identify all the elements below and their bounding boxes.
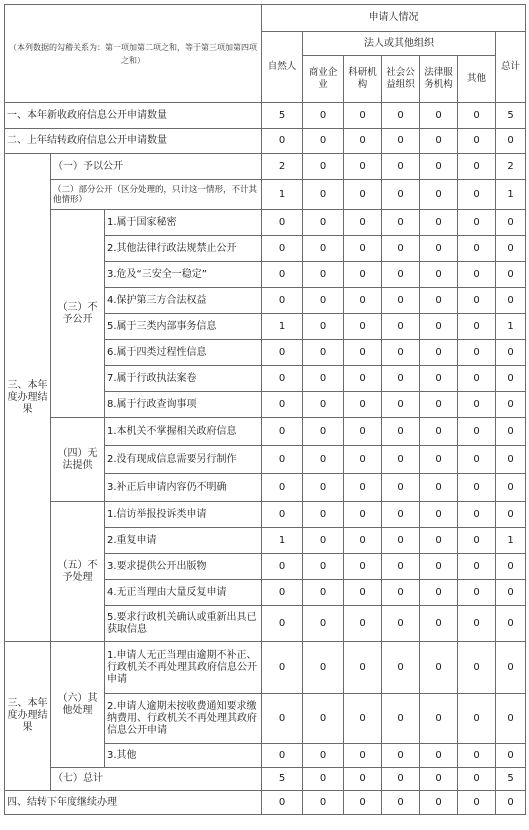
row-label: 6.属于四类过程性信息 [105, 340, 262, 366]
cell-value: 0 [420, 366, 458, 392]
header-note: （本列数据的勾稽关系为：第一项加第二项之和，等于第三项加第四项之和） [5, 5, 262, 103]
row-label: 2.没有现成信息需要另行制作 [105, 446, 262, 474]
row-label: 1.属于国家秘密 [105, 210, 262, 236]
cell-value: 0 [382, 103, 420, 129]
row-label: 3.其他 [105, 744, 262, 768]
cell-value: 0 [496, 262, 526, 288]
cell-value: 0 [344, 446, 382, 474]
cell-value: 0 [303, 340, 344, 366]
header-org-public-welfare: 社会公益组织 [382, 56, 420, 103]
header-org-legal-service: 法律服务机构 [420, 56, 458, 103]
cell-value: 0 [458, 580, 496, 606]
table-row [5, 129, 526, 154]
row-label: 3.要求提供公开出版物 [105, 554, 262, 580]
cell-value: 0 [303, 580, 344, 606]
cell-value: 0 [420, 744, 458, 768]
cell-value: 0 [303, 791, 344, 815]
cell-value: 0 [496, 418, 526, 446]
table-row [5, 768, 526, 791]
cell-value: 0 [420, 288, 458, 314]
row-label: 1.信访举报投诉类申请 [105, 502, 262, 528]
section3-label: 三、本年度办理结果 [5, 154, 51, 642]
cell-value: 0 [458, 606, 496, 642]
cell-value: 0 [382, 129, 420, 154]
cell-value: 0 [420, 210, 458, 236]
cell-value: 0 [496, 554, 526, 580]
row-label: 2.其他法律行政法规禁止公开 [105, 236, 262, 262]
cell-value: 0 [262, 642, 303, 694]
group-label: （四）无法提供 [51, 418, 105, 502]
info-disclosure-table-container [4, 4, 526, 815]
cell-value: 0 [344, 129, 382, 154]
cell-value: 5 [262, 103, 303, 129]
cell-value: 0 [420, 180, 458, 210]
cell-value: 0 [458, 474, 496, 502]
cell-value: 0 [458, 288, 496, 314]
cell-value: 0 [420, 154, 458, 180]
cell-value: 0 [344, 366, 382, 392]
cell-value: 0 [382, 768, 420, 791]
cell-value: 0 [458, 236, 496, 262]
cell-value: 0 [303, 474, 344, 502]
cell-value: 0 [344, 502, 382, 528]
cell-value: 0 [496, 446, 526, 474]
cell-value: 0 [303, 528, 344, 554]
cell-value: 0 [420, 129, 458, 154]
cell-value: 0 [382, 554, 420, 580]
cell-value: 0 [458, 262, 496, 288]
cell-value: 0 [382, 180, 420, 210]
cell-value: 0 [382, 606, 420, 642]
cell-value: 0 [344, 474, 382, 502]
cell-value: 0 [303, 502, 344, 528]
cell-value: 1 [262, 180, 303, 210]
cell-value: 0 [303, 642, 344, 694]
cell-value: 0 [303, 210, 344, 236]
cell-value: 0 [344, 154, 382, 180]
cell-value: 0 [420, 236, 458, 262]
cell-value: 0 [496, 474, 526, 502]
cell-value: 0 [420, 606, 458, 642]
cell-value: 0 [262, 210, 303, 236]
cell-value: 0 [382, 366, 420, 392]
row-label: （一）予以公开 [51, 154, 262, 180]
cell-value: 1 [496, 180, 526, 210]
table-row [5, 642, 526, 694]
cell-value: 0 [420, 502, 458, 528]
row-label: 3.补正后申请内容仍不明确 [105, 474, 262, 502]
cell-value: 0 [262, 791, 303, 815]
cell-value: 0 [382, 340, 420, 366]
table-row [5, 418, 526, 446]
section3-label-repeat: 三、本年度办理结果 [5, 642, 51, 791]
cell-value: 0 [344, 314, 382, 340]
cell-value: 0 [420, 642, 458, 694]
cell-value: 0 [344, 288, 382, 314]
cell-value: 0 [382, 154, 420, 180]
cell-value: 0 [458, 418, 496, 446]
cell-value: 0 [458, 446, 496, 474]
cell-value: 0 [344, 103, 382, 129]
cell-value: 0 [496, 791, 526, 815]
group-label: （六）其他处理 [51, 642, 105, 768]
cell-value: 0 [496, 210, 526, 236]
row-label: 1.申请人无正当理由逾期不补正、行政机关不再处理其政府信息公开申请 [105, 642, 262, 694]
cell-value: 0 [303, 694, 344, 744]
cell-value: 0 [303, 366, 344, 392]
cell-value: 0 [262, 606, 303, 642]
group-label: （五）不予处理 [51, 502, 105, 642]
cell-value: 0 [458, 340, 496, 366]
cell-value: 0 [458, 694, 496, 744]
cell-value: 0 [382, 288, 420, 314]
cell-value: 0 [382, 502, 420, 528]
cell-value: 0 [420, 768, 458, 791]
cell-value: 0 [420, 528, 458, 554]
cell-value: 0 [458, 210, 496, 236]
cell-value: 0 [262, 554, 303, 580]
cell-value: 0 [303, 314, 344, 340]
cell-value: 0 [262, 446, 303, 474]
cell-value: 0 [496, 366, 526, 392]
cell-value: 0 [344, 392, 382, 418]
header-applicant: 申请人情况 [262, 5, 526, 32]
cell-value: 0 [458, 502, 496, 528]
row-label: 1.本机关不掌握相关政府信息 [105, 418, 262, 446]
cell-value: 0 [458, 528, 496, 554]
cell-value: 0 [496, 642, 526, 694]
cell-value: 0 [420, 580, 458, 606]
cell-value: 0 [420, 314, 458, 340]
cell-value: 1 [496, 314, 526, 340]
cell-value: 0 [496, 129, 526, 154]
cell-value: 0 [303, 392, 344, 418]
cell-value: 0 [420, 474, 458, 502]
cell-value: 0 [382, 446, 420, 474]
row-label: 8.属于行政查询事项 [105, 392, 262, 418]
cell-value: 0 [420, 694, 458, 744]
cell-value: 0 [382, 642, 420, 694]
cell-value: 2 [496, 154, 526, 180]
cell-value: 0 [262, 340, 303, 366]
cell-value: 0 [382, 392, 420, 418]
cell-value: 0 [420, 446, 458, 474]
cell-value: 0 [303, 418, 344, 446]
cell-value: 0 [458, 554, 496, 580]
cell-value: 0 [262, 744, 303, 768]
cell-value: 0 [344, 262, 382, 288]
cell-value: 0 [262, 262, 303, 288]
row-label: 一、本年新收政府信息公开申请数量 [5, 103, 262, 129]
cell-value: 0 [458, 180, 496, 210]
cell-value: 0 [382, 418, 420, 446]
cell-value: 0 [262, 288, 303, 314]
cell-value: 0 [303, 180, 344, 210]
cell-value: 0 [262, 366, 303, 392]
cell-value: 0 [262, 129, 303, 154]
cell-value: 0 [382, 474, 420, 502]
cell-value: 0 [303, 288, 344, 314]
header-org-commercial: 商业企业 [303, 56, 344, 103]
row-label: （七）总计 [51, 768, 262, 791]
cell-value: 0 [382, 210, 420, 236]
cell-value: 0 [458, 154, 496, 180]
cell-value: 5 [262, 768, 303, 791]
header-legal-org: 法人或其他组织 [303, 32, 496, 56]
row-label: 3.危及“三安全一稳定” [105, 262, 262, 288]
cell-value: 0 [262, 392, 303, 418]
row-label: 2.申请人逾期未按收费通知要求缴纳费用、行政机关不再处理其政府信息公开申请 [105, 694, 262, 744]
cell-value: 0 [458, 314, 496, 340]
cell-value: 0 [344, 236, 382, 262]
cell-value: 0 [496, 288, 526, 314]
cell-value: 0 [420, 103, 458, 129]
cell-value: 0 [344, 554, 382, 580]
cell-value: 0 [382, 791, 420, 815]
cell-value: 0 [382, 580, 420, 606]
cell-value: 0 [344, 642, 382, 694]
cell-value: 0 [420, 392, 458, 418]
cell-value: 0 [382, 236, 420, 262]
cell-value: 0 [458, 768, 496, 791]
cell-value: 0 [303, 236, 344, 262]
cell-value: 0 [382, 694, 420, 744]
cell-value: 0 [303, 262, 344, 288]
cell-value: 0 [458, 366, 496, 392]
cell-value: 0 [303, 103, 344, 129]
cell-value: 0 [496, 744, 526, 768]
cell-value: 0 [458, 129, 496, 154]
cell-value: 0 [420, 340, 458, 366]
cell-value: 0 [382, 262, 420, 288]
row-label: 4.保护第三方合法权益 [105, 288, 262, 314]
row-label: 四、结转下年度继续办理 [5, 791, 262, 815]
cell-value: 0 [458, 103, 496, 129]
cell-value: 0 [303, 554, 344, 580]
cell-value: 0 [303, 129, 344, 154]
header-org-other: 其他 [458, 56, 496, 103]
table-row [5, 791, 526, 815]
cell-value: 0 [303, 606, 344, 642]
row-label: （二）部分公开（区分处理的，只计这一情形，不计其他情形） [51, 180, 262, 210]
cell-value: 0 [344, 768, 382, 791]
cell-value: 0 [344, 694, 382, 744]
cell-value: 0 [420, 418, 458, 446]
cell-value: 0 [344, 791, 382, 815]
cell-value: 0 [262, 474, 303, 502]
cell-value: 0 [496, 392, 526, 418]
cell-value: 0 [382, 528, 420, 554]
cell-value: 0 [420, 791, 458, 815]
cell-value: 0 [262, 580, 303, 606]
cell-value: 0 [344, 744, 382, 768]
info-disclosure-table [4, 4, 526, 815]
cell-value: 0 [458, 392, 496, 418]
row-label: 4.无正当理由大量反复申请 [105, 580, 262, 606]
cell-value: 0 [262, 694, 303, 744]
cell-value: 1 [262, 528, 303, 554]
cell-value: 0 [303, 154, 344, 180]
header-natural-person: 自然人 [262, 32, 303, 103]
cell-value: 0 [303, 768, 344, 791]
cell-value: 0 [344, 180, 382, 210]
row-label: 5.属于三类内部事务信息 [105, 314, 262, 340]
cell-value: 0 [496, 580, 526, 606]
row-label: 二、上年结转政府信息公开申请数量 [5, 129, 262, 154]
cell-value: 0 [382, 314, 420, 340]
cell-value: 0 [496, 236, 526, 262]
cell-value: 0 [344, 210, 382, 236]
cell-value: 0 [344, 528, 382, 554]
cell-value: 0 [382, 744, 420, 768]
table-row [5, 103, 526, 129]
table-row [5, 154, 526, 180]
cell-value: 0 [420, 262, 458, 288]
cell-value: 0 [303, 446, 344, 474]
cell-value: 0 [344, 418, 382, 446]
cell-value: 0 [344, 580, 382, 606]
row-label: 2.重复申请 [105, 528, 262, 554]
cell-value: 0 [458, 642, 496, 694]
row-label: 5.要求行政机关确认或重新出具已获取信息 [105, 606, 262, 642]
table-row [5, 210, 526, 236]
cell-value: 0 [303, 744, 344, 768]
cell-value: 0 [458, 791, 496, 815]
cell-value: 0 [262, 502, 303, 528]
table-row [5, 180, 526, 210]
cell-value: 0 [496, 340, 526, 366]
cell-value: 0 [344, 606, 382, 642]
cell-value: 0 [262, 418, 303, 446]
cell-value: 0 [344, 340, 382, 366]
cell-value: 2 [262, 154, 303, 180]
table-row [5, 502, 526, 528]
cell-value: 5 [496, 768, 526, 791]
group-label: （三）不予公开 [51, 210, 105, 418]
cell-value: 0 [420, 554, 458, 580]
cell-value: 1 [496, 528, 526, 554]
header-org-research: 科研机构 [344, 56, 382, 103]
cell-value: 5 [496, 103, 526, 129]
header-total: 总计 [496, 32, 526, 103]
cell-value: 0 [496, 694, 526, 744]
cell-value: 0 [262, 236, 303, 262]
cell-value: 0 [458, 744, 496, 768]
row-label: 7.属于行政执法案卷 [105, 366, 262, 392]
cell-value: 0 [496, 502, 526, 528]
cell-value: 1 [262, 314, 303, 340]
cell-value: 0 [496, 606, 526, 642]
